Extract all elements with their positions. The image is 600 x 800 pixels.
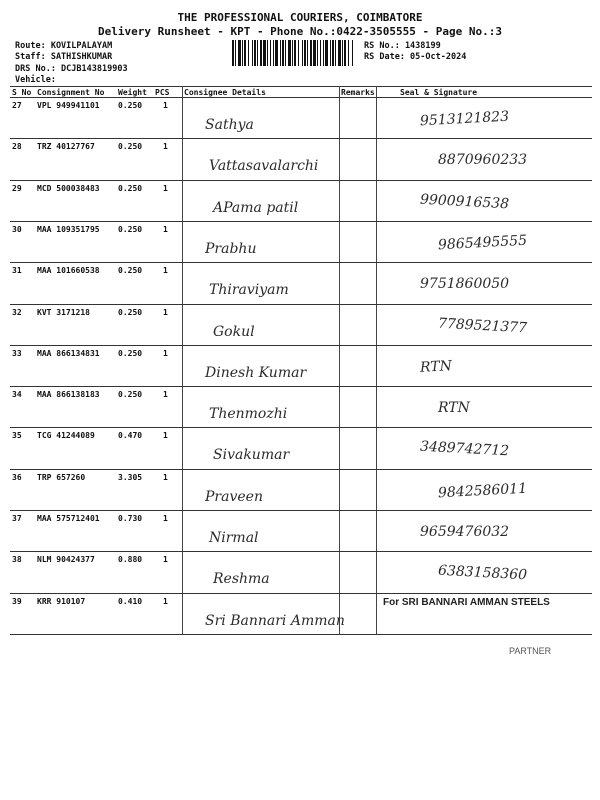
consignment-number: NLM 90424377 [37,555,95,565]
consignee-signature: Thiraviyam [209,282,289,299]
seal-signature: 9751860050 [420,276,510,293]
serial-number: 28 [12,142,22,152]
column-header: Remarks [341,88,375,97]
row-rule [10,469,592,470]
seal-signature: 9513121823 [419,108,510,130]
consignment-number: MAA 866138183 [37,390,100,400]
row-rule [10,593,592,594]
column-header: Consignment No [37,88,105,97]
route-label: Route: KOVILPALAYAM [15,41,113,51]
pieces-count: 1 [163,348,168,358]
column-header: Weight [118,88,147,97]
seal-signature: 9900916538 [419,191,510,212]
pieces-count: 1 [163,224,168,234]
barcode [232,40,354,66]
table-top-rule [10,86,592,87]
seal-signature: RTN [438,400,470,417]
row-rule [10,345,592,346]
weight-value: 0.410 [118,596,143,606]
seal-signature: For SRI BANNARI AMMAN STEELS [383,596,550,608]
consignee-signature: Sivakumar [213,447,290,464]
serial-number: 27 [12,101,22,110]
consignee-signature: Dinesh Kumar [205,364,307,381]
consignment-number: TRZ 40127767 [37,142,95,152]
seal-signature: RTN [419,357,453,376]
pieces-count: 1 [163,307,168,317]
row-rule [10,510,592,511]
row-rule [10,138,592,139]
weight-value: 3.305 [118,472,143,482]
rs-date: RS Date: 05-Oct-2024 [364,52,467,62]
seal-signature: 9842586011 [437,480,528,502]
consignment-number: MAA 101660538 [37,266,100,276]
consignment-number: MAA 109351795 [37,224,100,234]
serial-number: 38 [12,555,22,565]
runsheet-title: THE PROFESSIONAL COURIERS, COIMBATORE [177,11,423,24]
row-rule [10,221,592,222]
consignment-number: TRP 657260 [37,472,86,482]
pieces-count: 1 [163,555,168,565]
seal-signature: 6383158360 [437,562,528,584]
serial-number: 39 [12,596,22,606]
consignment-number: TCG 41244089 [37,431,95,441]
consignment-number: KVT 3171218 [37,307,90,317]
vehicle-label: Vehicle: [15,75,56,85]
staff-label: Staff: SATHISHKUMAR [15,52,113,62]
serial-number: 34 [12,390,22,400]
weight-value: 0.250 [118,183,143,193]
row-rule [10,427,592,428]
serial-number: 35 [12,431,22,441]
column-header: PCS [155,88,170,97]
pieces-count: 1 [163,101,168,110]
column-header: Seal & Signature [400,88,478,97]
consignee-signature: Gokul [213,323,255,340]
serial-number: 32 [12,307,22,317]
serial-number: 30 [12,224,22,234]
pieces-count: 1 [163,431,168,441]
weight-value: 0.250 [118,224,143,234]
pieces-count: 1 [163,596,168,606]
consignment-number: VPL 949941101 [37,101,100,110]
consignee-signature: APama patil [213,199,299,216]
row-rule [10,386,592,387]
column-header: Consignee Details [184,88,266,97]
table-header-rule [10,97,592,98]
row-rule [10,180,592,181]
consignee-signature: Thenmozhi [209,406,288,423]
weight-value: 0.250 [118,348,143,358]
seal-signature: 9865495555 [437,232,528,254]
seal-signature: 7789521377 [437,315,528,336]
column-header: S No [12,88,32,97]
row-rule [10,634,592,635]
consignment-number: MAA 575712401 [37,514,100,523]
consignee-signature: Vattasavalarchi [209,158,319,175]
runsheet-subtitle: Delivery Runsheet - KPT - Phone No.:0422-3505555 - Page No.:3 [98,25,502,38]
pieces-count: 1 [163,514,168,523]
consignee-signature: Reshma [213,571,270,588]
seal-signature: 9659476032 [420,524,510,540]
drs-number: DRS No.: DCJB143819903 [15,64,128,74]
serial-number: 37 [12,514,22,523]
weight-value: 0.470 [118,431,143,441]
consignee-signature: Sathya [205,117,254,133]
consignee-signature: Sri Bannari Amman [205,612,345,629]
weight-value: 0.250 [118,266,143,276]
consignment-number: MCD 500038483 [37,183,100,193]
consignee-signature: Nirmal [209,530,259,546]
consignment-number: KRR 910107 [37,596,86,606]
pieces-count: 1 [163,142,168,152]
weight-value: 0.250 [118,307,143,317]
consignee-signature: Praveen [205,488,263,505]
seal-signature: 8870960233 [438,152,528,169]
serial-number: 36 [12,472,22,482]
weight-value: 0.880 [118,555,143,565]
weight-value: 0.250 [118,142,143,152]
serial-number: 31 [12,266,22,276]
pieces-count: 1 [163,183,168,193]
pieces-count: 1 [163,390,168,400]
serial-number: 29 [12,183,22,193]
rs-number: RS No.: 1438199 [364,41,441,51]
weight-value: 0.250 [118,101,143,110]
weight-value: 0.250 [118,390,143,400]
serial-number: 33 [12,348,22,358]
weight-value: 0.730 [118,514,143,523]
pieces-count: 1 [163,472,168,482]
partner-label: PARTNER [509,646,552,656]
row-rule [10,551,592,552]
row-rule [10,262,592,263]
pieces-count: 1 [163,266,168,276]
seal-signature: 3489742712 [419,439,510,460]
row-rule [10,304,592,305]
consignee-signature: Prabhu [205,240,257,257]
consignment-number: MAA 866134831 [37,348,100,358]
